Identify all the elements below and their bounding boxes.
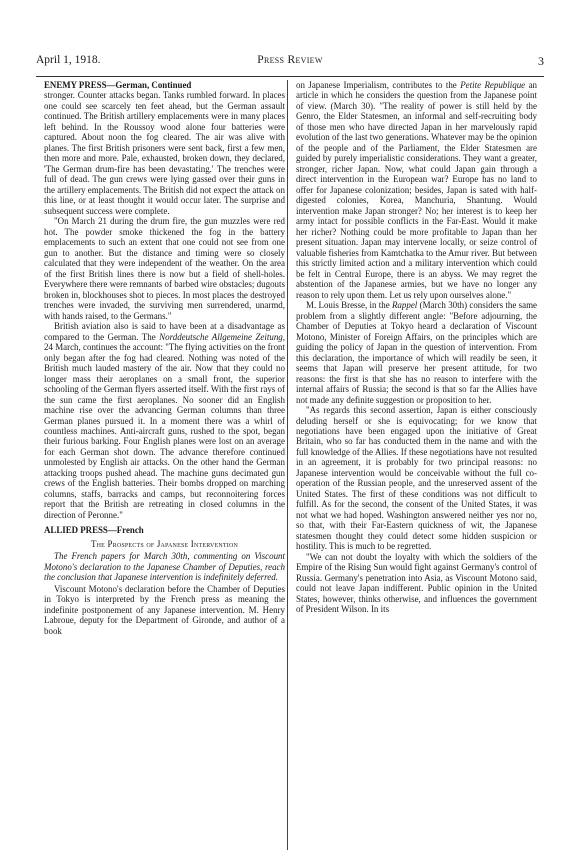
article-summary: The French papers for March 30th, commenting on Viscount Motono's declaration to the Japanese Chamber of Deputies, reach the conclusion that Japanese intervention is indefinitely deferred. (44, 551, 285, 583)
text-run: M. Louis Bresse, in the (306, 300, 392, 311)
article-subheading: The Prospects of Japanese Intervention (90, 538, 239, 549)
text-run: (March 30th) considers the same problem from a slightly different angle: "Before adjourning, the Chamber of Deputies at Tokyo heard a declaration of Viscount Motono, Minister of Foreign Affairs, on the principles which are guiding the policy of Japan in the question of intervention. From this declaration, the importance of which will readily be seen, it seems that Japan will preserve her present attitude, for two reasons: the first is that she has no reason to interfere with the internal affairs of Russia; the second is that so far the Allies have not made any definite suggestion or proposition to her. (296, 300, 537, 405)
paragraph (44, 321, 285, 520)
newspaper-title: Rappel (391, 300, 418, 311)
header-rule (36, 76, 544, 77)
text-run: an article in which he considers the question from the Japanese point of view. (March 30). "The reality of power is still held by the Genro, the Elder Statesmen, an informal and self-recruiting body of those men who have directed Japan in her marvelously rapid evolution of the last two generations. Whatever may be the opinion of the people and of the Parliament, the Elder Statesmen are guided by purely imperialistic considerations. They want a greater, stronger, richer Japan. Now, what could Japan gain through a direct intervention in the European war? Europe has no land to offer for Japanese colonization; besides, Japan is sated with half-digested colonies, Korea, Manchuria, Shantung. Would intervention make Japan stronger? No; her interest is to keep her army intact for possible conflicts in the Far-East. Would it make her richer? Nothing could be more profitable to Japan than her present situation. Japan may intervene locally, or seize control of valuable fisheries from Kamtchatka to the Amur river. But between this strictly limited action and a military intervention which could be felt in Central Europe, there is an abyss. We may regret the abstention of the Japanese armies, but we have no longer any reason to rely upon them. Let us rely upon ourselves alone." (296, 80, 538, 300)
paragraph: "On March 21 during the drum fire, the gun muzzles were red hot. The powder smoke thickened the fog in the battery emplacements to such an extent that one could not see from one gun to another. But the distance and timing were so closely calculated that they were independent of the weather. On the area of the first British lines there is now but a field of shell-holes. Everywhere there were remnants of barbed wire obstacles; dugouts broken in, blockhouses shot to pieces. In most places the destroyed trenches were invaded, the surviving men surrendered, unarmd, with hands raised, to the Germans." (44, 216, 285, 321)
issue-date: April 1, 1918. (36, 54, 101, 66)
newspaper-title: Petite Republique (460, 80, 526, 90)
left-column (44, 80, 285, 636)
section-heading-enemy-press: ENEMY PRESS—German, Continued (44, 80, 192, 90)
newspaper-title: Norddeutsche Allgemeine Zeitung (159, 331, 283, 342)
paragraph (296, 80, 537, 300)
publication-title: Press Review (257, 54, 323, 66)
page-number: 3 (538, 54, 544, 68)
column-divider (287, 80, 288, 850)
paragraph: Viscount Motono's declaration before the Chamber of Deputies in Tokyo is interpreted by the French press as meaning the indefinite postponement of any Japanese intervention. M. Henry Labroue, deputy for the Department of Gironde, and author of a book (44, 583, 285, 636)
right-column (296, 80, 537, 615)
section-heading-allied-press: ALLIED PRESS—French (44, 525, 144, 536)
paragraph: stronger. Counter attacks began. Tanks rumbled forward. In places one could see scarcely ten feet ahead, but the German assault continued. The British artillery emplacements were in many places left behind. In the Roussoy wood alone four batteries were captured. About noon the fog cleared. The air was alive with planes. The first British prisoners were sent back, first a few men, then more and more. Pale, exhausted, broken down, they declared, 'The German drum-fire has been devastating.' The trenches were full of dead. The gun crews were lying gassed over their guns in the artillery emplacements. The British did not expect the attack on this line, or at least thought it would occur later. The surprise and subsequent success were complete. (44, 90, 285, 216)
text-run: , 24 March, continues the account: "The flying activities on the front only began after the fog had cleared. Nothing was noted of the British much lauded mastery of the air. Now that they could no longer mass their aeroplanes on a small front, the superior schooling of the German flyers asserted itself. With the first rays of the sun came the first aeroplanes. No sooner did an English machine rise over the advancing German columns than three German planes pursued it. In a moment there was a whirl of countless machines. Anti-aircraft guns, rushed to the spot, began their furious barking. Four English planes were lost on an average for each German shot down. The advance therefore continued unmolested by English air attacks. On the other hand the German attacking troops pushed ahead. The machine guns decimated gun crews of the English batteries. Their bombs dropped on marching columns, staffs, barracks and camps, but reconnoitering forces report that the British are retreating in closed columns in the direction of Peronne." (44, 331, 285, 520)
text-run: British aviation also is said to have been at a disadvantage as compared to the German. The (44, 321, 285, 342)
text-run: on Japanese Imperialism, contributes to the (296, 80, 461, 90)
paragraph: "We can not doubt the loyalty with which the soldiers of the Empire of the Rising Sun would fight against Germany's control of Russia. Germany's penetration into Asia, as Viscount Motono said, could not leave Japan indifferent. Public opinion in the United States, however, thinks otherwise, and influences the government of President Wilson. In its (296, 551, 537, 615)
paragraph: "As regards this second assertion, Japan is either consciously deluding herself or she is equivocating; for we know that negotiations have been engaged upon the initiative of Great Britain, who so far has conducted them in the name and with the full knowledge of the Allies. If these negotiations have not resulted in an agreement, it is probably for two principal reasons: no Japanese intervention would be conceivable without the full co-operation of the Russian people, and the unreserved assent of the United States. The first of these conditions was not difficult to fulfill. As for the second, the consent of the United States, it was not what we had hoped. Washington answered neither yes nor no, so that, with their Far-Eastern quickness of wit, the Japanese statesmen thought they could detect some hidden suspicion or hostility. This is much to be regretted. (296, 405, 537, 552)
page-header (36, 54, 544, 70)
paragraph (296, 300, 537, 405)
